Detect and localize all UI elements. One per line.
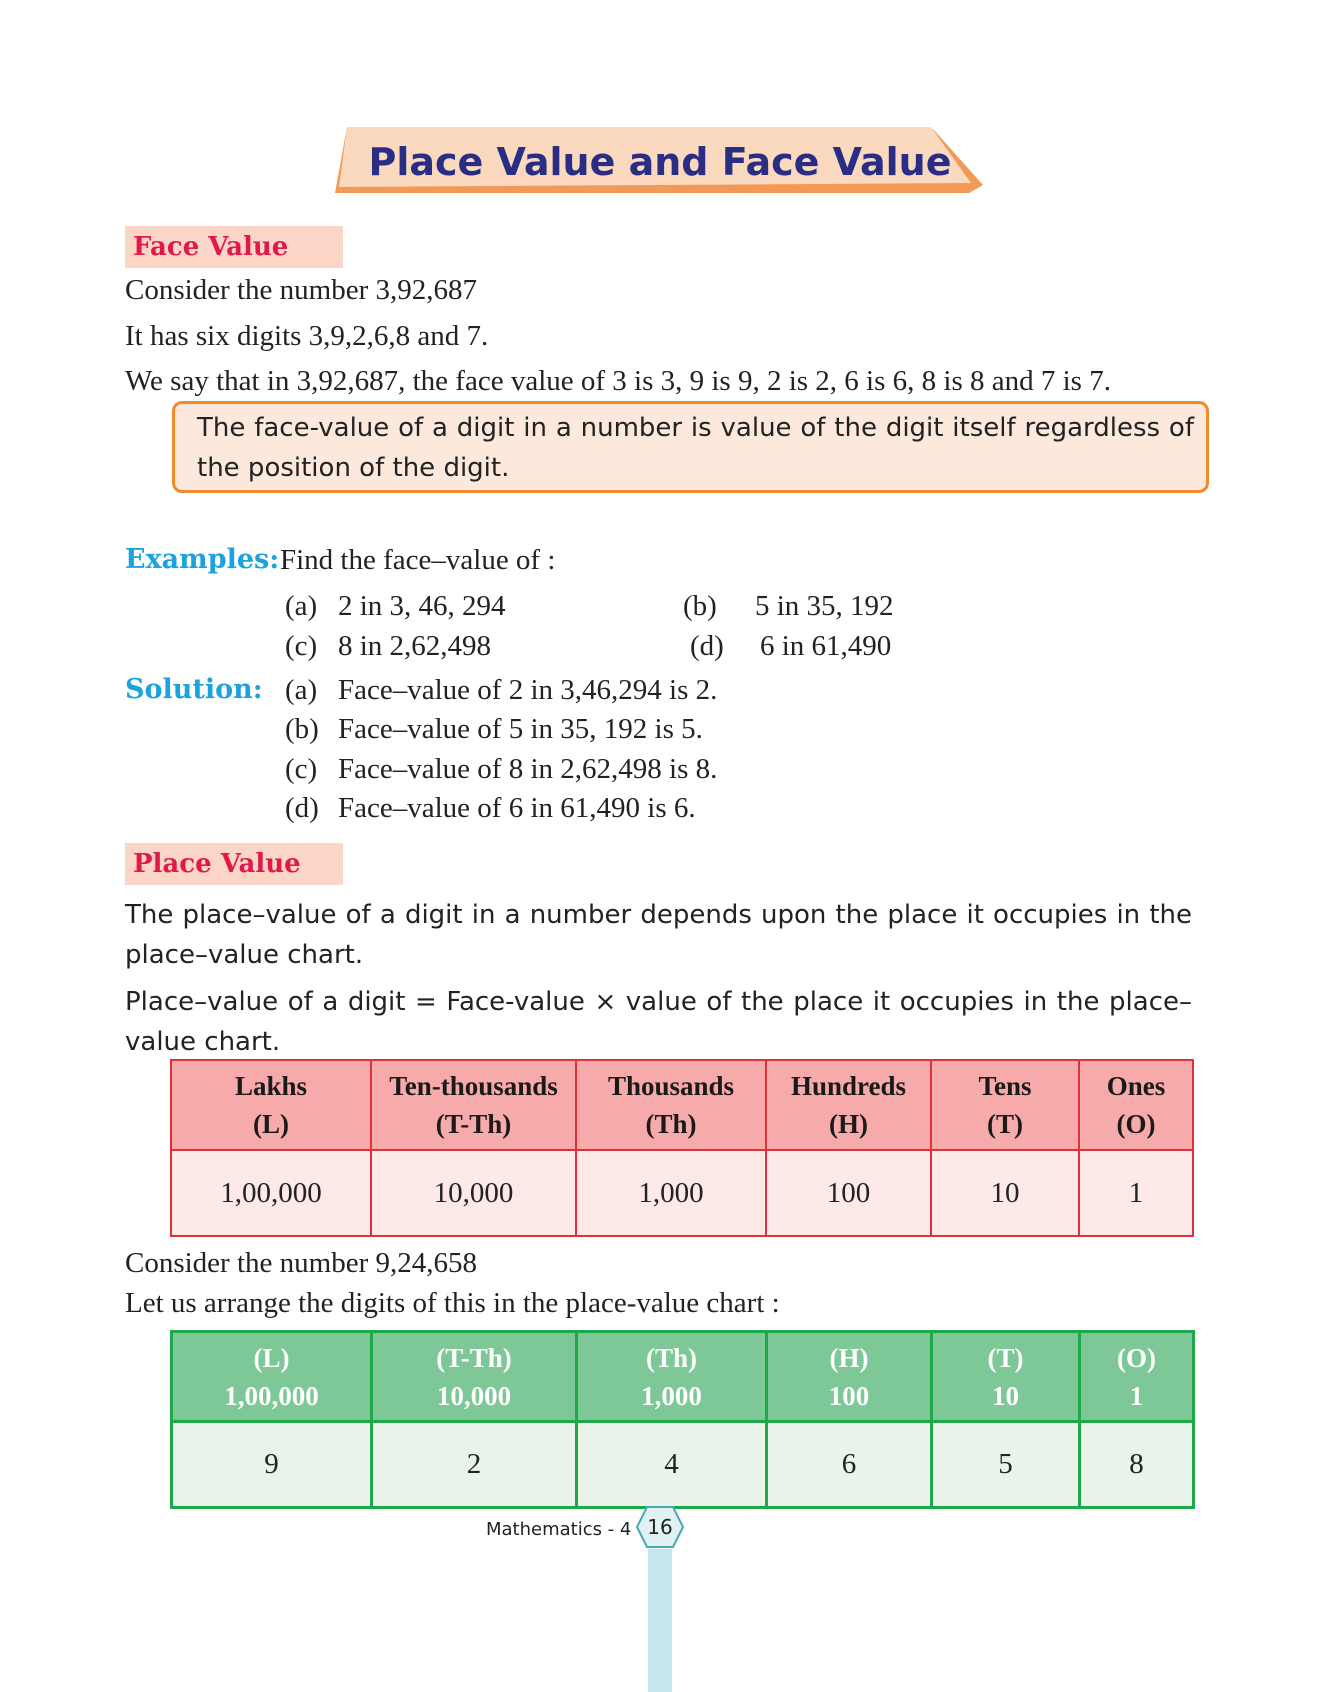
example-a-tag: (a) — [285, 590, 318, 622]
header-thousands: Thousands (Th) — [576, 1060, 766, 1150]
example-a-text: 2 in 3, 46, 294 — [338, 590, 506, 622]
digit-cell: 4 — [577, 1422, 767, 1508]
footer-book-title: Mathematics - 4 — [486, 1519, 632, 1540]
solution-b-tag: (b) — [285, 713, 319, 745]
place-value-para-1: The place–value of a digit in a number depends upon the place it occupies in the place–value chart. — [125, 900, 1192, 970]
arrange-instruction: Let us arrange the digits of this in the place-value chart : — [125, 1287, 780, 1319]
solution-c-text: Face–value of 8 in 2,62,498 is 8. — [338, 753, 718, 785]
digit-cell: 8 — [1080, 1422, 1194, 1508]
face-value-line-3: We say that in 3,92,687, the face value of 3 is 3, 9 is 9, 2 is 2, 6 is 6, 8 is 8 and 7 is 7. — [125, 365, 1111, 397]
solution-label: Solution: — [125, 674, 263, 705]
example-c-tag: (c) — [285, 630, 318, 662]
header-ones: Ones (O) — [1079, 1060, 1193, 1150]
value-cell: 1 — [1079, 1150, 1193, 1236]
solution-d-text: Face–value of 6 in 61,490 is 6. — [338, 792, 696, 824]
header-lakhs: (L) 1,00,000 — [172, 1332, 372, 1422]
digit-place-value-chart — [170, 1330, 1195, 1509]
header-lakhs: Lakhs (L) — [171, 1060, 371, 1150]
header-ten-thousands: (T-Th) 10,000 — [372, 1332, 577, 1422]
header-ten-thousands: Ten-thousands (T-Th) — [371, 1060, 576, 1150]
face-value-definition-box — [172, 401, 1209, 493]
header-tens: (T) 10 — [932, 1332, 1080, 1422]
footer-strip — [648, 1549, 672, 1692]
example-d-tag: (d) — [690, 630, 724, 662]
place-value-para-2: Place–value of a digit = Face-value × value of the place it occupies in the place–value chart. — [125, 987, 1192, 1057]
solution-b-text: Face–value of 5 in 35, 192 is 5. — [338, 713, 703, 745]
digit-cell: 5 — [932, 1422, 1080, 1508]
face-value-definition: The face-value of a digit in a number is value of the digit itself regardless of the position of the digit. — [197, 413, 1194, 483]
example-b-tag: (b) — [683, 590, 717, 622]
digit-chart-header-row — [172, 1332, 1194, 1422]
example-b-text: 5 in 35, 192 — [755, 590, 894, 622]
value-cell: 10,000 — [371, 1150, 576, 1236]
digit-cell: 9 — [172, 1422, 372, 1508]
title-banner — [335, 127, 985, 197]
chart-header-row — [171, 1060, 1193, 1150]
header-hundreds: Hundreds (H) — [766, 1060, 931, 1150]
value-cell: 100 — [766, 1150, 931, 1236]
value-cell: 1,00,000 — [171, 1150, 371, 1236]
header-tens: Tens (T) — [931, 1060, 1079, 1150]
example-d-text: 6 in 61,490 — [760, 630, 892, 662]
header-hundreds: (H) 100 — [767, 1332, 932, 1422]
solution-d-tag: (d) — [285, 792, 319, 824]
face-value-heading: Face Value — [125, 226, 343, 268]
header-ones: (O) 1 — [1080, 1332, 1194, 1422]
page-number: 16 — [647, 1515, 673, 1539]
consider-number: Consider the number 9,24,658 — [125, 1247, 477, 1279]
solution-a-text: Face–value of 2 in 3,46,294 is 2. — [338, 674, 718, 706]
digit-cell: 6 — [767, 1422, 932, 1508]
examples-label: Examples: — [125, 544, 280, 575]
solution-c-tag: (c) — [285, 753, 318, 785]
digit-row — [172, 1422, 1194, 1508]
face-value-line-1: Consider the number 3,92,687 — [125, 274, 477, 306]
example-c-text: 8 in 2,62,498 — [338, 630, 492, 662]
chart-value-row — [171, 1150, 1193, 1236]
page-title: Place Value and Face Value — [368, 140, 952, 184]
place-value-heading: Place Value — [125, 843, 343, 885]
header-thousands: (Th) 1,000 — [577, 1332, 767, 1422]
digit-cell: 2 — [372, 1422, 577, 1508]
examples-prompt: Find the face–value of : — [280, 544, 556, 576]
solution-a-tag: (a) — [285, 674, 318, 706]
value-cell: 10 — [931, 1150, 1079, 1236]
face-value-line-2: It has six digits 3,9,2,6,8 and 7. — [125, 320, 489, 352]
value-cell: 1,000 — [576, 1150, 766, 1236]
place-value-chart — [170, 1059, 1194, 1237]
